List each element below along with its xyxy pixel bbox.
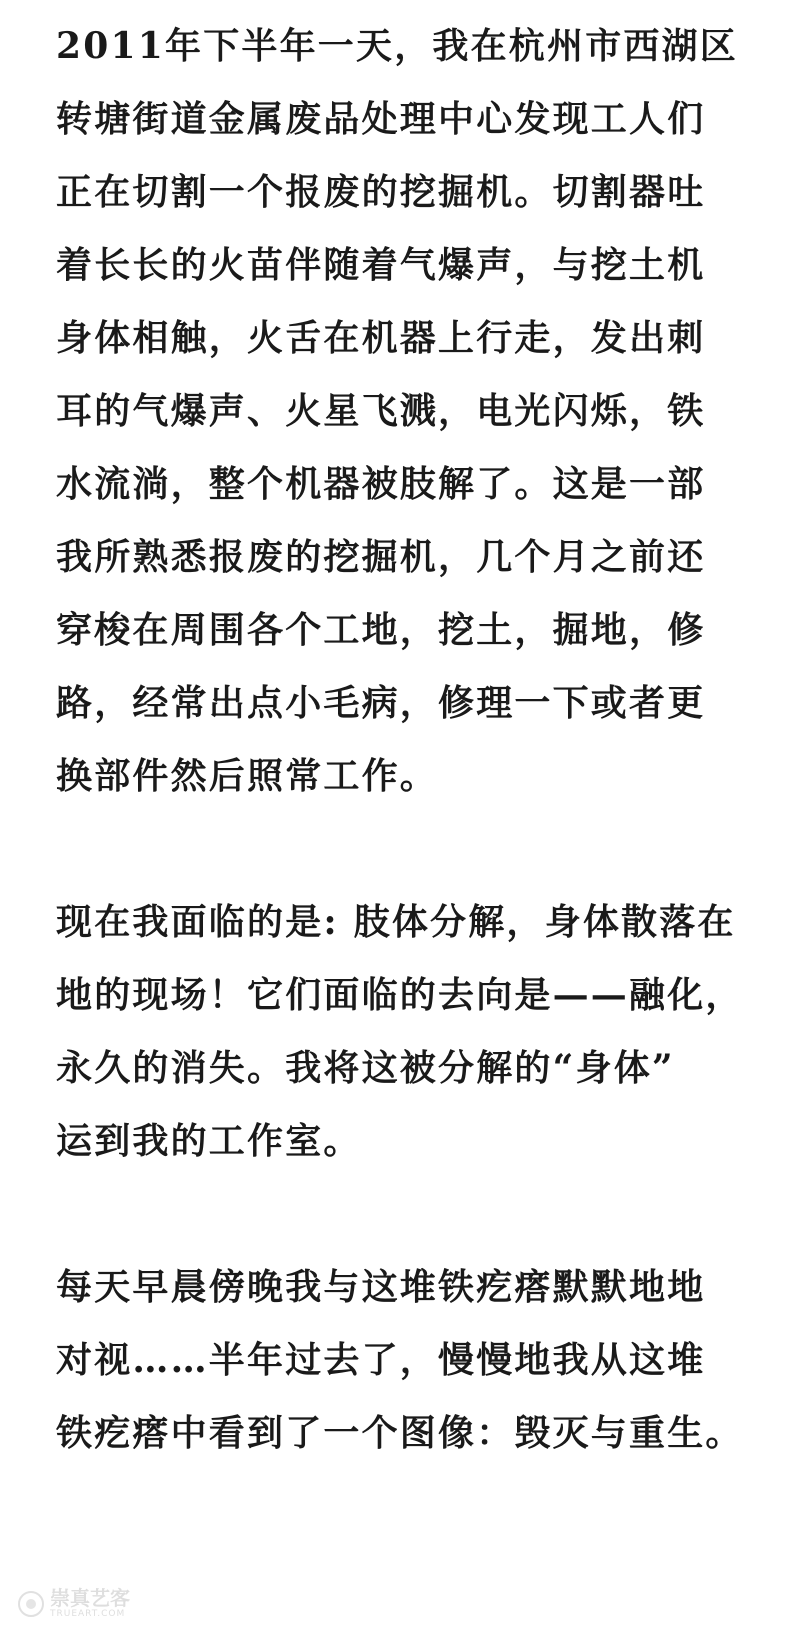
text-line: 每天早晨傍晚我与这堆铁疙瘩默默地地: [56, 1266, 706, 1308]
text-line: 地的现场！它们面临的去向是——融化，: [56, 974, 744, 1016]
paragraph-2: [56, 886, 756, 1178]
text-line: 铁疙瘩中看到了一个图像：毁灭与重生。: [56, 1412, 744, 1454]
text-line: 永久的消失。我将这被分解的“身体”: [56, 1047, 675, 1089]
paragraph-1: [56, 10, 756, 813]
watermark-cn: 崇真艺客: [50, 1586, 130, 1610]
paragraph-spacer: [56, 1178, 756, 1251]
article-body: [56, 10, 756, 1470]
text-line: 身体相触，火舌在机器上行走，发出刺: [56, 317, 706, 359]
text-line: 着长长的火苗伴随着气爆声，与挖土机: [56, 244, 706, 286]
text-line: 现在我面临的是: 肢体分解，身体散落在: [56, 901, 736, 943]
watermark: [18, 1588, 130, 1619]
text-line: 运到我的工作室。: [56, 1120, 362, 1162]
text-line: 换部件然后照常工作。: [56, 755, 439, 797]
text-line: 耳的气爆声、火星飞溅，电光闪烁，铁: [56, 390, 706, 432]
text-line: 正在切割一个报废的挖掘机。切割器吐: [56, 171, 706, 213]
paragraph-spacer: [56, 813, 756, 886]
text-line: 对视……半年过去了，慢慢地我从这堆: [56, 1339, 706, 1381]
paragraph-3: [56, 1251, 756, 1470]
text-line: 我所熟悉报废的挖掘机，几个月之前还: [56, 536, 706, 578]
watermark-text: [50, 1588, 130, 1619]
text-line: 2011年下半年一天，我在杭州市西湖区: [56, 25, 738, 67]
text-line: 路，经常出点小毛病，修理一下或者更: [56, 682, 706, 724]
logo-icon: [18, 1591, 44, 1617]
text-line: 转塘街道金属废品处理中心发现工人们: [56, 98, 706, 140]
text-line: 穿梭在周围各个工地，挖土，掘地，修: [56, 609, 706, 651]
text-line: 水流淌，整个机器被肢解了。这是一部: [56, 463, 706, 505]
watermark-en: TRUEART.COM: [50, 1609, 126, 1619]
